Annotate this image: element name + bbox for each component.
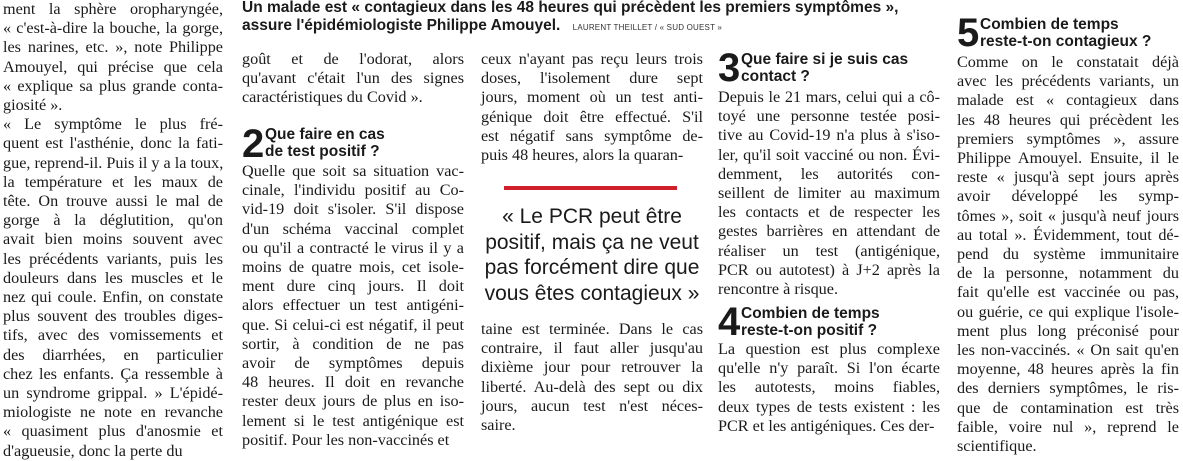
text-line: des diarrhées, en particulier xyxy=(3,345,223,364)
text-line: « Le symptôme le plus fré- xyxy=(3,115,223,134)
text-line: cinale, l'individu positif au Co- xyxy=(242,181,464,200)
question-2-title xyxy=(265,126,385,160)
text-line: Comme on le constatait déjà xyxy=(957,53,1179,71)
text-line: premiers symptômes », assure xyxy=(957,129,1179,148)
text-line: que. Si celui-ci est négatif, il peut xyxy=(242,315,464,334)
question-3-title xyxy=(741,51,908,85)
question-2-number: 2 xyxy=(242,122,265,166)
text-line: ou guérie, ce qui explique l'isole- xyxy=(957,302,1179,321)
text-line: pend du système immunitaire xyxy=(957,245,1179,264)
question-5-title-line-2: reste-t-on contagieux ? xyxy=(980,33,1152,50)
text-line: positif. Pour les non-vaccinés et xyxy=(242,430,450,449)
text-line: moyenne, 48 heures après la fin xyxy=(957,360,1179,379)
text-line: ler, qu'il soit vacciné ou non. Évi- xyxy=(718,145,940,164)
pullquote xyxy=(478,204,706,306)
text-line: seillent de limiter au maximum xyxy=(718,184,940,203)
text-line: doses, l'isolement dure sept xyxy=(481,69,703,88)
text-line: les narines, etc. », note Philippe xyxy=(3,38,223,57)
question-2-title-line-2: de test positif ? xyxy=(265,143,380,160)
text-line: moins de quatre mois, cet isole- xyxy=(242,258,464,277)
text-line: avait bien moins souvent avec xyxy=(3,230,223,249)
caption-line-2: assure l'épidémiologiste Philippe Amouyel. xyxy=(242,16,561,34)
text-line: douleurs dans les muscles et le xyxy=(3,268,223,287)
text-line: Amouyel, qui précise que cela xyxy=(3,57,223,76)
text-line: demment, les autorités con- xyxy=(718,164,940,183)
text-line: les autotests, moins fiables, xyxy=(718,378,940,397)
pullquote-rule xyxy=(504,186,677,190)
text-line: que de contamination est très xyxy=(957,398,1179,417)
question-2-title-line-1: Que faire en cas xyxy=(265,126,385,143)
question-3-title-line-1: Que faire si je suis cas xyxy=(741,51,909,68)
text-line: des derniers symptômes, le ris- xyxy=(957,379,1179,398)
text-line: réaliser un test (antigénique, xyxy=(718,241,940,260)
text-line: ment plus long préconisé pour xyxy=(957,321,1179,340)
question-4-title xyxy=(741,305,880,339)
text-line: jours, aucun test n'est néces- xyxy=(481,396,703,415)
text-line: Philippe Amouyel. Ensuite, il le xyxy=(957,149,1179,168)
text-line: scientifique. xyxy=(957,437,1037,456)
text-line: saire. xyxy=(481,416,516,435)
caption-line-2-wrap xyxy=(242,17,942,37)
text-line: gorge à la déglutition, qu'on xyxy=(3,211,223,230)
text-line: alors effectuer un test antigéni- xyxy=(242,296,464,315)
question-3-number: 3 xyxy=(718,46,741,90)
text-line: toyé une personne testée posi- xyxy=(718,107,940,126)
text-line: gue, reprend-il. Puis il y a la toux, xyxy=(3,153,224,172)
text-line: de la personne, notamment du xyxy=(957,264,1179,283)
caption-line-1: Un malade est « contagieux dans les 48 heures qui précèdent les premiers symptômes », xyxy=(242,0,899,16)
text-line: tômes », soit « jusqu'à neuf jours xyxy=(957,206,1179,225)
text-line: rester deux jours de plus en iso- xyxy=(242,392,464,411)
question-4-title-line-1: Combien de temps xyxy=(741,305,880,322)
text-line: contraire, il faut aller jusqu'au xyxy=(481,339,703,358)
question-5-number: 5 xyxy=(957,11,980,55)
question-4-title-line-2: reste-t-on positif ? xyxy=(741,322,878,339)
text-line: « c'est-à-dire la bouche, la gorge, xyxy=(3,19,223,38)
text-line: ment la sphère oropharyngée, xyxy=(3,0,223,18)
photo-caption xyxy=(242,0,942,36)
text-line: avoir de symptômes depuis xyxy=(242,354,464,373)
text-line: vid-19 doit s'isoler. S'il dispose xyxy=(242,200,464,219)
text-line: tête. On trouve aussi le mal de xyxy=(3,192,223,211)
text-line: ment dure cinq jours. Il doit xyxy=(242,277,464,296)
text-line: tifs, avec des vomissements et xyxy=(3,326,223,345)
question-5-title-line-1: Combien de temps xyxy=(980,16,1119,33)
text-line: les contacts et de respecter les xyxy=(718,203,940,222)
text-line: faible, voire nul », reprend le xyxy=(957,417,1179,436)
text-line: deux types de tests existent : les xyxy=(718,397,940,416)
question-4-number: 4 xyxy=(718,300,741,344)
pullquote-line: « Le PCR peut être xyxy=(502,205,682,228)
column-1 xyxy=(3,0,223,461)
text-line: caractéristiques du Covid ». xyxy=(242,88,423,107)
text-line: qu'elle n'y paraît. Si l'on écarte xyxy=(718,359,940,378)
text-line: nez qui coule. Enfin, on constate xyxy=(3,288,223,307)
text-line: les précédents variants, puis les xyxy=(3,249,223,268)
text-line: sortir, à condition de ne pas xyxy=(242,334,464,353)
text-line: lement si le test antigénique est xyxy=(242,411,464,430)
column-2-body xyxy=(242,162,464,450)
text-line: la température et les maux de xyxy=(3,172,223,191)
text-line: plus souvent des troubles diges- xyxy=(3,307,223,326)
text-line: d'un schéma vaccinal complet xyxy=(242,219,464,238)
text-line: dixième jour pour retrouver la xyxy=(481,358,703,377)
column-3-top xyxy=(481,50,703,165)
text-line: PCR ou autotest) à J+2 après la xyxy=(718,260,940,279)
text-line: tive au Covid-19 n'a plus à s'iso- xyxy=(718,126,940,145)
text-line: goût et de l'odorat, alors xyxy=(242,50,464,68)
text-line: les 48 heures qui précèdent les xyxy=(957,110,1179,129)
text-line: rencontre à risque. xyxy=(718,280,838,299)
pullquote-line: vous êtes contagieux » xyxy=(484,281,700,305)
text-line: giosité ». xyxy=(3,96,63,115)
text-line: taine est terminée. Dans le cas xyxy=(481,320,703,338)
question-3-title-line-2: contact ? xyxy=(741,68,810,85)
text-line: d'agueusie, donc la perte du xyxy=(3,441,183,460)
text-line: « quasiment plus d'anosmie et xyxy=(3,422,223,441)
pullquote-line: pas forcément dire que xyxy=(484,256,700,279)
text-line: est négatif sans symptôme de- xyxy=(481,126,703,145)
photo-credit: LAURENT THEILLET / « SUD OUEST » xyxy=(572,22,723,32)
text-line: chez les enfants. Ça ressemble à xyxy=(3,364,223,383)
text-line: gestes barrières en attendant de xyxy=(718,222,940,241)
text-line: au total ». Évidemment, tout dé- xyxy=(957,225,1179,244)
text-line: avec les précédents variants, un xyxy=(957,72,1179,91)
text-line: ou qu'il a contracté le virus il y a xyxy=(242,238,464,257)
question-5-title xyxy=(980,16,1151,50)
text-line: La question est plus complexe xyxy=(718,340,940,358)
text-line: liberté. Au-delà des sept ou dix xyxy=(481,377,703,396)
text-line: fait qu'elle est vaccinée ou pas, xyxy=(957,283,1179,302)
text-line: jours, moment où un test anti- xyxy=(481,88,703,107)
pullquote-line: positif, mais ça ne veut xyxy=(485,230,699,254)
text-line: miologiste ne note en revanche xyxy=(3,403,223,422)
text-line: génique doit être effectué. S'il xyxy=(481,107,703,126)
text-line: malade est « contagieux dans xyxy=(957,91,1179,110)
text-line: quent est l'asthénie, donc la fati- xyxy=(3,134,223,153)
text-line: « explique sa plus grande conta- xyxy=(3,76,223,95)
text-line: Quelle que soit sa situation vac- xyxy=(242,162,464,180)
column-4-bottom xyxy=(718,340,940,436)
column-5 xyxy=(957,53,1179,456)
text-line: reste « jusqu'à sept jours après xyxy=(957,168,1179,187)
text-line: un syndrome grippal. » L'épidé- xyxy=(3,384,223,403)
column-3-bottom xyxy=(481,320,703,435)
text-line: qu'avant c'était l'un des signes xyxy=(242,69,464,88)
text-line: 48 heures. Il doit en revanche xyxy=(242,373,464,392)
text-line: puis 48 heures, alors la quaran- xyxy=(481,146,684,165)
text-line: Depuis le 21 mars, celui qui a cô- xyxy=(718,88,940,106)
text-line: ceux n'ayant pas reçu leurs trois xyxy=(481,50,703,68)
text-line: PCR et les antigéniques. Ces der- xyxy=(718,416,935,435)
column-4-top xyxy=(718,88,940,299)
text-line: avoir développé les symp- xyxy=(957,187,1179,206)
text-line: les non-vaccinés. « On sait qu'en xyxy=(957,341,1179,360)
column-2-top xyxy=(242,50,464,108)
